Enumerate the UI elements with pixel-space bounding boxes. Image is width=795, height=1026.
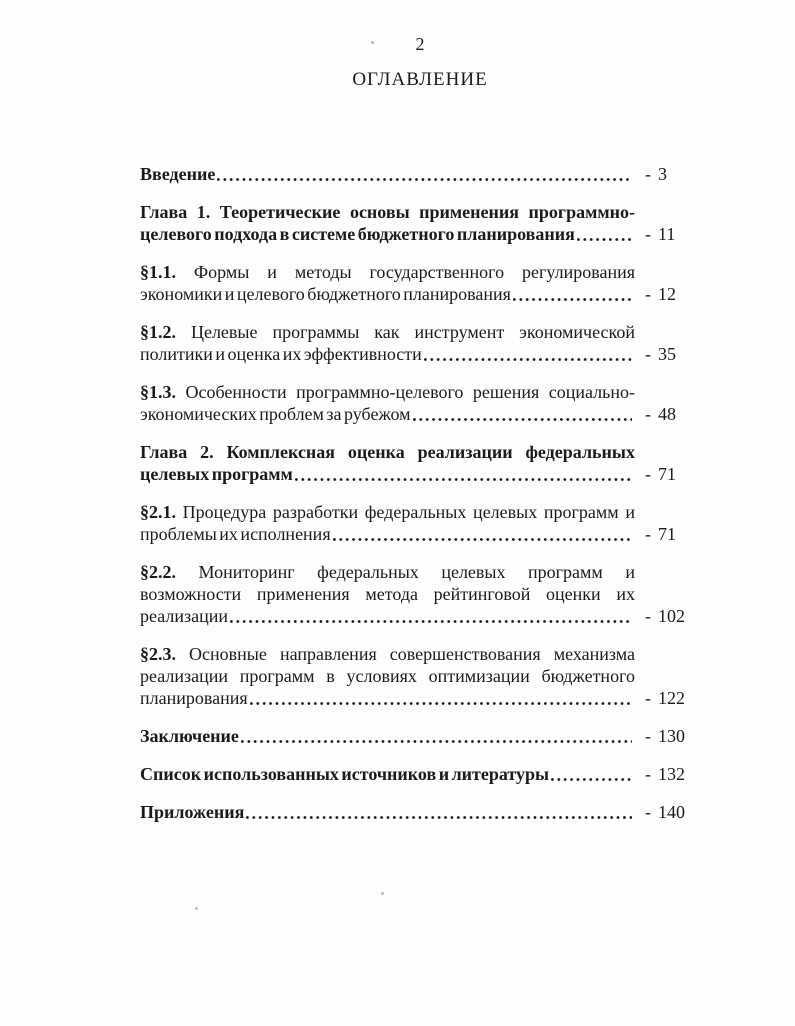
entry-last-line xyxy=(140,605,635,627)
toc-entry xyxy=(140,163,695,185)
toc-entry xyxy=(140,501,695,545)
page-ref xyxy=(635,801,695,823)
entry-line: возможности применения метода рейтинговой оценки их xyxy=(140,584,635,604)
toc-entry xyxy=(140,441,695,485)
page-number: 2 xyxy=(415,34,425,54)
page-ref-dash: - xyxy=(645,464,651,484)
entry-line: §1.1. Формы и методы государственного регулирования xyxy=(140,262,635,282)
page-ref-number: 102 xyxy=(658,606,685,626)
entry-line: §2.3. Основные направления совершенствования механизма xyxy=(140,644,635,664)
dot-leader xyxy=(246,816,632,819)
dot-leader xyxy=(577,238,632,241)
entry-last-line xyxy=(140,403,635,425)
toc-entry xyxy=(140,561,695,627)
page-ref-number: 140 xyxy=(658,802,685,822)
entry-line-text: Список использованных источников и литературы xyxy=(140,764,550,784)
dot-leader xyxy=(295,478,632,481)
section-number: §1.1. xyxy=(140,262,176,282)
entry-line-text: политики и оценка их эффективности xyxy=(140,344,422,364)
page-ref xyxy=(635,163,695,185)
page-ref xyxy=(635,441,695,485)
entry-text xyxy=(140,201,635,245)
toc-entry xyxy=(140,201,695,245)
entry-line-text: Введение xyxy=(140,164,216,184)
entry-last-line xyxy=(140,725,635,747)
page-ref-dash: - xyxy=(645,802,651,822)
entry-line: §1.2. Целевые программы как инструмент экономической xyxy=(140,322,635,342)
entry-text xyxy=(140,261,635,305)
entry-last-line xyxy=(140,523,635,545)
entry-text xyxy=(140,163,635,185)
entry-line: реализации программ в условиях оптимизации бюджетного xyxy=(140,666,635,686)
page-ref-dash: - xyxy=(645,606,651,626)
entry-text xyxy=(140,763,635,785)
entry-last-line xyxy=(140,223,635,245)
section-number: §2.2. xyxy=(140,562,176,582)
page-ref-dash: - xyxy=(645,764,651,784)
entry-line-text: проблемы их исполнения xyxy=(140,524,331,544)
page-ref-dash: - xyxy=(645,344,651,364)
entry-text xyxy=(140,561,635,627)
entry-last-line xyxy=(140,283,635,305)
page-ref-number: 132 xyxy=(658,764,685,784)
entry-line-text: Приложения xyxy=(140,802,245,822)
page-ref-dash: - xyxy=(645,224,651,244)
page-ref-number: 11 xyxy=(658,224,676,244)
entry-text xyxy=(140,501,635,545)
entry-line: §2.1. Процедура разработки федеральных целевых программ и xyxy=(140,502,635,522)
page-ref xyxy=(635,381,695,425)
dot-leader xyxy=(333,538,632,541)
page-ref xyxy=(635,501,695,545)
dot-leader xyxy=(413,418,632,421)
section-number: §2.3. xyxy=(140,644,176,664)
page-ref xyxy=(635,321,695,365)
entry-line: Глава 2. Комплексная оценка реализации федеральных xyxy=(140,442,635,462)
entry-text xyxy=(140,643,635,709)
entry-line-text: экономики и целевого бюджетного планирования xyxy=(140,284,511,304)
page-ref-number: 48 xyxy=(658,404,676,424)
entry-last-line xyxy=(140,343,635,365)
scan-speck xyxy=(371,41,374,44)
entry-last-line xyxy=(140,463,635,485)
entry-line: Глава 1. Теоретические основы применения программно- xyxy=(140,202,635,222)
entry-last-line xyxy=(140,801,635,823)
dot-leader xyxy=(513,298,632,301)
page-ref xyxy=(635,725,695,747)
section-number: §1.2. xyxy=(140,322,176,342)
toc-entry xyxy=(140,381,695,425)
page-ref-number: 71 xyxy=(658,464,676,484)
entry-text xyxy=(140,441,635,485)
toc-entry xyxy=(140,643,695,709)
page-ref xyxy=(635,763,695,785)
page-ref-number: 122 xyxy=(658,688,685,708)
page-ref-dash: - xyxy=(645,524,651,544)
scan-speck xyxy=(195,907,198,910)
page-ref-number: 130 xyxy=(658,726,685,746)
dot-leader xyxy=(241,740,632,743)
page-ref-number: 35 xyxy=(658,344,676,364)
entry-last-line xyxy=(140,163,635,185)
entry-line-text: планирования xyxy=(140,688,248,708)
entry-text xyxy=(140,801,635,823)
dot-leader xyxy=(250,702,632,705)
page-ref-number: 3 xyxy=(658,164,667,184)
toc-entry xyxy=(140,725,695,747)
dot-leader xyxy=(230,620,632,623)
section-number: §2.1. xyxy=(140,502,176,522)
entry-line: §1.3. Особенности программно-целевого решения социально- xyxy=(140,382,635,402)
entry-line-text: экономических проблем за рубежом xyxy=(140,404,411,424)
dot-leader xyxy=(424,358,632,361)
page-ref-dash: - xyxy=(645,404,651,424)
entry-last-line xyxy=(140,687,635,709)
toc-entry xyxy=(140,321,695,365)
entry-line-text: целевых программ xyxy=(140,464,293,484)
toc-entry xyxy=(140,261,695,305)
entry-line-text: Заключение xyxy=(140,726,239,746)
entry-line: §2.2. Мониторинг федеральных целевых программ и xyxy=(140,562,635,582)
page-ref-number: 12 xyxy=(658,284,676,304)
dot-leader xyxy=(217,178,632,181)
toc-entry xyxy=(140,763,695,785)
entry-line-text: целевого подхода в системе бюджетного планирования xyxy=(140,224,575,244)
entry-text xyxy=(140,321,635,365)
page-ref-dash: - xyxy=(645,726,651,746)
page-ref xyxy=(635,261,695,305)
page-ref xyxy=(635,561,695,627)
entry-last-line xyxy=(140,763,635,785)
page-ref-number: 71 xyxy=(658,524,676,544)
page-ref xyxy=(635,643,695,709)
dot-leader xyxy=(551,778,632,781)
page-ref xyxy=(635,201,695,245)
entry-text xyxy=(140,381,635,425)
entry-line-text: реализации xyxy=(140,606,228,626)
page-ref-dash: - xyxy=(645,284,651,304)
page-ref-dash: - xyxy=(645,688,651,708)
page-ref-dash: - xyxy=(645,164,651,184)
scan-speck xyxy=(381,892,384,895)
entry-text xyxy=(140,725,635,747)
table-of-contents xyxy=(140,163,695,823)
section-number: §1.3. xyxy=(140,382,176,402)
toc-heading: ОГЛАВЛЕНИЕ xyxy=(352,69,488,90)
toc-entry xyxy=(140,801,695,823)
